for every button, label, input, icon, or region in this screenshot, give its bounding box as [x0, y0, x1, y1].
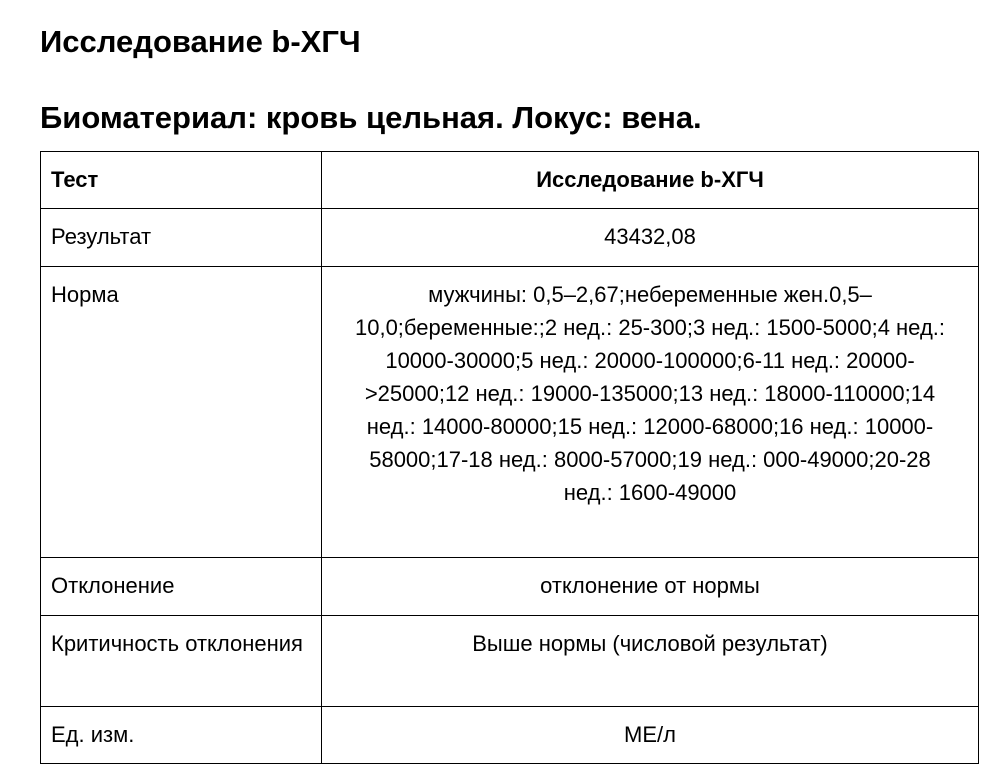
- criticality-value: Выше нормы (числовой результат): [322, 616, 979, 707]
- row-label: Норма: [41, 267, 322, 558]
- header-test-name: Исследование b-ХГЧ: [322, 152, 979, 209]
- row-label: Результат: [41, 209, 322, 267]
- table-row-result: [41, 209, 979, 267]
- row-label: Отклонение: [41, 558, 322, 616]
- table-header-row: [41, 152, 979, 209]
- table-row-deviation: [41, 558, 979, 616]
- biomaterial-subtitle: Биоматериал: кровь цельная. Локус: вена.: [40, 100, 702, 135]
- table-row-norm: [41, 267, 979, 558]
- deviation-value: отклонение от нормы: [322, 558, 979, 616]
- table-row-unit: [41, 707, 979, 764]
- unit-value: МЕ/л: [322, 707, 979, 764]
- row-label: Ед. изм.: [41, 707, 322, 764]
- results-table: [40, 151, 979, 764]
- table-row-criticality: [41, 616, 979, 707]
- result-value: 43432,08: [322, 209, 979, 267]
- norm-value: мужчины: 0,5–2,67;небеременные жен.0,5–10,0;беременные:;2 нед.: 25-300;3 нед.: 1500-5000;4 нед.: 10000-30000;5 нед.: 20000-100000;6-11 нед.: 20000->25000;12 нед.: 19000-135000;13 нед.: 18000-110000;14 нед.: 14000-80000;15 нед.: 12000-68000;16 нед.: 10000-58000;17-18 нед.: 8000-57000;19 нед.: 000-49000;20-28 нед.: 1600-49000: [322, 267, 979, 558]
- row-label: Критичность отклонения: [41, 616, 322, 707]
- page-title: Исследование b-ХГЧ: [40, 24, 361, 59]
- header-test-label: Тест: [41, 152, 322, 209]
